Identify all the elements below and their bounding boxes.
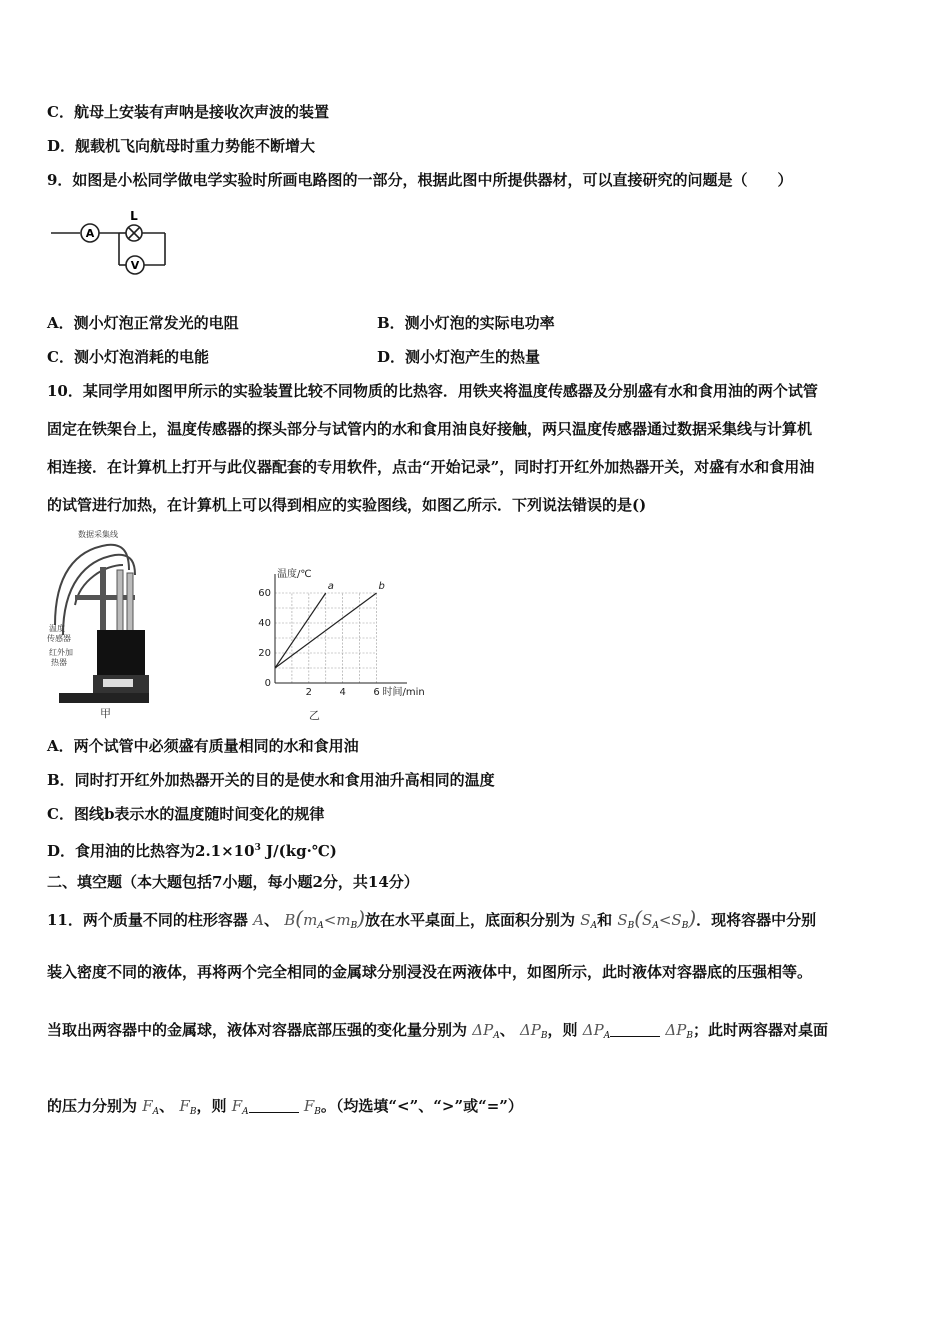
- sub-B-5: B: [686, 1031, 693, 1041]
- q9-option-c: C．测小灯泡消耗的电能: [47, 348, 209, 366]
- q9-option-a: A．测小灯泡正常发光的电阻: [47, 314, 239, 332]
- var-dPB: ΔP: [519, 1021, 541, 1039]
- lamp-label: L: [130, 209, 138, 223]
- q11-then-2: ，则: [196, 1097, 227, 1115]
- sub-A-6: A: [152, 1107, 160, 1117]
- q8-option-c: C．航母上安装有声呐是接收次声波的装置: [47, 103, 329, 121]
- y-tick-label: 40: [258, 618, 271, 629]
- q9-option-b: B．测小灯泡的实际电功率: [377, 314, 555, 332]
- lt-2: <: [658, 911, 672, 929]
- heater-label-1: 红外加: [49, 648, 73, 657]
- q11-line-1: 11．两个质量不同的柱形容器 A、 $B(m_A<m_B)$放在水平桌面上，底面积分别为 $S_A$和 $S_B(S_A<S_B)$．现将容器中分别: [47, 906, 817, 931]
- q9-stem: 9．如图是小松同学做电学实验时所画电路图的一部分，根据此图中所提供器材，可以直接研究的问题是（ ）: [47, 171, 793, 189]
- cable-label: 数据采集线: [78, 530, 118, 539]
- section-2-heading: 二、填空题（本大题包括7小题，每小题2分，共14分）: [47, 873, 419, 891]
- sub-B-1: B: [350, 921, 358, 931]
- figure-caption-yi: 乙: [308, 709, 320, 722]
- var-SA-2: S: [642, 911, 653, 929]
- q10-option-c: C．图线b表示水的温度随时间变化的规律: [47, 805, 325, 823]
- apparatus-figure: [45, 525, 160, 725]
- y-axis-label: 温度/℃: [277, 569, 312, 580]
- q10-option-d: [47, 838, 337, 861]
- q11-line-2: 装入密度不同的液体，再将两个完全相同的金属球分别浸没在两液体中，如图所示，此时液体对容器底的压强相等。: [47, 963, 813, 981]
- series-label-b: b: [378, 581, 385, 592]
- sensor-label-2: 传感器: [47, 634, 71, 643]
- var-mB: m: [336, 911, 351, 929]
- series-line-a: [275, 593, 326, 668]
- answer-blank-1[interactable]: [610, 1022, 660, 1037]
- q11-and: 和: [597, 911, 613, 929]
- q11-text-1: 11．两个质量不同的柱形容器: [47, 911, 248, 929]
- var-dPB-2: ΔP: [665, 1021, 687, 1039]
- sub-B-7: B: [314, 1107, 321, 1117]
- var-FB: F: [179, 1097, 190, 1115]
- sub-A-7: A: [242, 1107, 249, 1117]
- q11-then-1: ，则: [547, 1021, 578, 1039]
- sub-B-6: B: [189, 1107, 197, 1117]
- x-axis-label: 时间/min: [382, 687, 425, 698]
- ammeter-label: A: [85, 227, 95, 240]
- y-tick-label: 0: [264, 678, 271, 689]
- q10-stem-line-3: 相连接．在计算机上打开与此仪器配套的专用软件，点击“开始记录”，同时打开红外加热器开关，对盛有水和食用油: [47, 458, 815, 476]
- heater-label-2: 热器: [51, 658, 67, 667]
- var-SB: S: [617, 911, 628, 929]
- var-FA-2: F: [231, 1097, 243, 1115]
- q11-line-3: [47, 1020, 828, 1046]
- sub-A-3: A: [652, 921, 659, 931]
- var-mA: m: [303, 911, 318, 929]
- q10-stem-line-1: 10．某同学用如图甲所示的实验装置比较不同物质的比热容．用铁夹将温度传感器及分别盛有水和食用油的两个试管: [47, 382, 818, 400]
- q11-sep-2: 、: [499, 1021, 515, 1039]
- q10-option-d-suffix: J/(kg·℃): [260, 842, 337, 860]
- var-FB-2: F: [303, 1097, 315, 1115]
- sub-A-5: A: [603, 1031, 611, 1041]
- x-tick-label: 4: [339, 687, 346, 698]
- q10-stem-line-4: 的试管进行加热，在计算机上可以得到相应的实验图线，如图乙所示．下列说法错误的是(): [47, 496, 647, 514]
- q10-option-b: B．同时打开红外加热器开关的目的是使水和食用油升高相同的温度: [47, 771, 495, 789]
- q9-option-d: D．测小灯泡产生的热量: [377, 348, 541, 366]
- q11-line-4: [47, 1096, 523, 1122]
- lt-1: <: [323, 911, 337, 929]
- answer-blank-2[interactable]: [249, 1098, 299, 1113]
- q11-text-4: 当取出两容器中的金属球，液体对容器底部压强的变化量分别为: [47, 1021, 468, 1039]
- var-SA: S: [580, 911, 591, 929]
- q11-text-6: 的压力分别为: [47, 1097, 138, 1115]
- sub-A-2: A: [590, 921, 598, 931]
- q10-option-d-exponent: 3: [254, 843, 261, 853]
- var-A: A: [253, 911, 264, 929]
- var-FA: F: [142, 1097, 153, 1115]
- figure-caption-jia: 甲: [100, 707, 111, 720]
- q11-text-7: 。（均选填“<”、“>”或“=”）: [320, 1097, 523, 1115]
- series-label-a: a: [327, 581, 334, 592]
- sub-B-2: B: [627, 921, 635, 931]
- var-B: B: [284, 911, 296, 929]
- q11-text-5: ；此时两容器对桌面: [692, 1021, 828, 1039]
- voltmeter-label: V: [130, 259, 140, 272]
- q11-sep-3: 、: [159, 1097, 175, 1115]
- var-dPA-2: ΔP: [582, 1021, 604, 1039]
- q8-option-d: D．舰载机飞向航母时重力势能不断增大: [47, 137, 316, 155]
- sensor-label-1: 温度: [49, 624, 65, 633]
- q9-circuit-diagram: [47, 205, 177, 280]
- q10-option-d-prefix: D．食用油的比热容为2.1×10: [47, 842, 255, 860]
- var-SB-2: S: [671, 911, 682, 929]
- temperature-time-chart: [250, 555, 450, 725]
- q10-stem-line-2: 固定在铁架台上，温度传感器的探头部分与试管内的水和食用油良好接触，两只温度传感器通过数据采集线与计算机: [47, 420, 813, 438]
- x-tick-label: 6: [373, 687, 380, 698]
- q10-option-a: A．两个试管中必须盛有质量相同的水和食用油: [47, 737, 359, 755]
- x-tick-label: 2: [305, 687, 313, 698]
- q11-text-3: ．现将容器中分别: [696, 911, 817, 929]
- sub-A-4: A: [493, 1031, 500, 1041]
- sub-A-1: A: [317, 921, 324, 931]
- var-dPA: ΔP: [472, 1021, 494, 1039]
- q11-text-2: 放在水平桌面上，底面积分别为: [365, 911, 576, 929]
- sub-B-3: B: [681, 921, 689, 931]
- y-tick-label: 20: [258, 648, 271, 659]
- q11-sep: 、: [263, 911, 279, 929]
- y-tick-label: 60: [258, 588, 271, 599]
- sub-B-4: B: [540, 1031, 548, 1041]
